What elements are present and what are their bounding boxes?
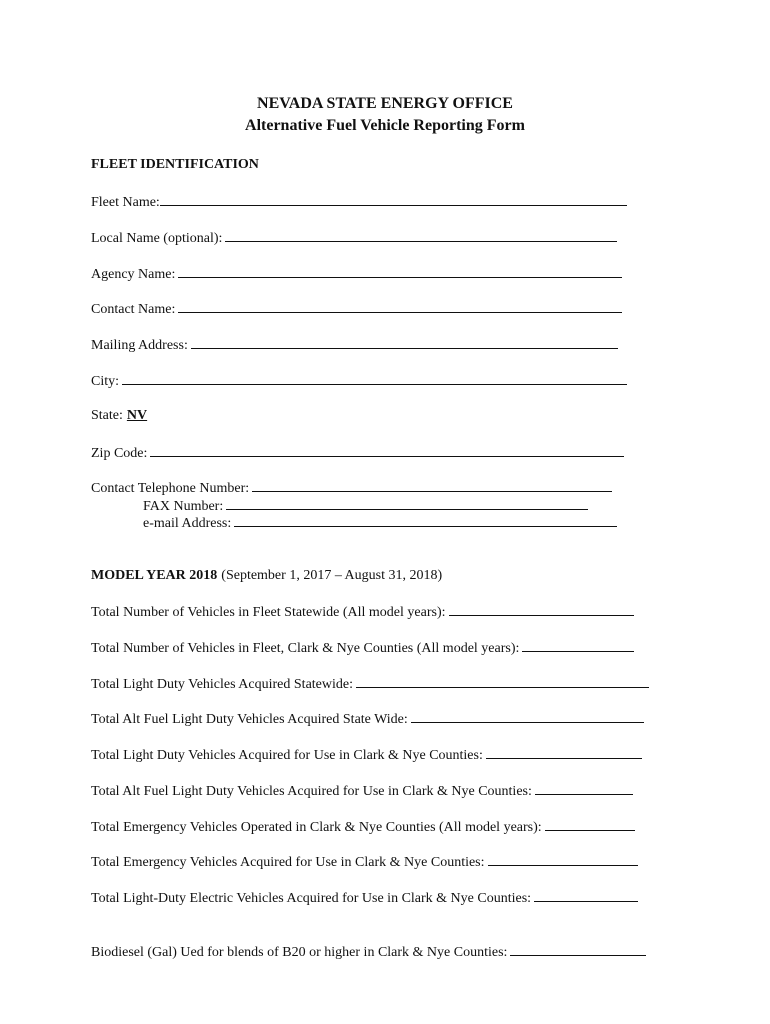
q1-label: Total Number of Vehicles in Fleet Statewide (All model years): <box>91 605 446 620</box>
q6-field[interactable] <box>535 782 633 795</box>
q8-label: Total Emergency Vehicles Acquired for Use in Clark & Nye Counties: <box>91 855 485 870</box>
fleet-identification-heading: FLEET IDENTIFICATION <box>91 157 259 172</box>
email-row <box>143 514 617 532</box>
model-year-period: (September 1, 2017 – August 31, 2018) <box>221 568 443 583</box>
q9-row <box>91 889 638 907</box>
q10-label: Biodiesel (Gal) Ued for blends of B20 or higher in Clark & Nye Counties: <box>91 945 508 960</box>
telephone-label: Contact Telephone Number: <box>91 481 250 496</box>
email-field[interactable] <box>234 514 617 527</box>
q10-row <box>91 943 646 961</box>
mailing-address-label: Mailing Address: <box>91 338 188 353</box>
agency-name-label: Agency Name: <box>91 267 176 282</box>
q6-label: Total Alt Fuel Light Duty Vehicles Acquired for Use in Clark & Nye Counties: <box>91 784 532 799</box>
q9-field[interactable] <box>534 889 638 902</box>
fleet-name-row <box>91 193 627 211</box>
q7-row <box>91 818 635 836</box>
fleet-name-field[interactable] <box>160 193 627 206</box>
state-label: State: <box>91 408 123 423</box>
q5-label: Total Light Duty Vehicles Acquired for Use in Clark & Nye Counties: <box>91 748 483 763</box>
q2-row <box>91 639 634 657</box>
local-name-label: Local Name (optional): <box>91 231 223 246</box>
contact-name-label: Contact Name: <box>91 302 176 317</box>
q1-row <box>91 603 634 621</box>
telephone-field[interactable] <box>252 479 612 492</box>
city-field[interactable] <box>122 372 627 385</box>
fax-field[interactable] <box>226 497 588 510</box>
q1-field[interactable] <box>449 603 634 616</box>
q8-row <box>91 853 638 871</box>
q6-row <box>91 782 633 800</box>
local-name-field[interactable] <box>225 229 617 242</box>
q4-row <box>91 710 644 728</box>
city-row <box>91 372 627 390</box>
mailing-address-field[interactable] <box>191 336 618 349</box>
q7-label: Total Emergency Vehicles Operated in Clark & Nye Counties (All model years): <box>91 820 542 835</box>
local-name-row <box>91 229 617 247</box>
q3-field[interactable] <box>356 675 649 688</box>
fax-row <box>143 497 588 515</box>
fleet-name-label: Fleet Name: <box>91 195 160 210</box>
agency-name-row <box>91 265 622 283</box>
mailing-address-row <box>91 336 618 354</box>
state-row <box>91 408 147 424</box>
form-title: Alternative Fuel Vehicle Reporting Form <box>245 117 525 134</box>
email-label: e-mail Address: <box>143 516 232 531</box>
q2-label: Total Number of Vehicles in Fleet, Clark & Nye Counties (All model years): <box>91 641 520 656</box>
state-value: NV <box>126 408 148 423</box>
office-title: NEVADA STATE ENERGY OFFICE <box>257 95 513 112</box>
city-label: City: <box>91 374 120 389</box>
q8-field[interactable] <box>488 853 638 866</box>
q5-field[interactable] <box>486 746 642 759</box>
q3-label: Total Light Duty Vehicles Acquired Statewide: <box>91 677 353 692</box>
zip-code-field[interactable] <box>150 444 624 457</box>
model-year-row <box>91 568 442 584</box>
q9-label: Total Light-Duty Electric Vehicles Acquired for Use in Clark & Nye Counties: <box>91 891 532 906</box>
q3-row <box>91 675 649 693</box>
fax-label: FAX Number: <box>143 499 224 514</box>
q2-field[interactable] <box>522 639 634 652</box>
q5-row <box>91 746 642 764</box>
contact-name-row <box>91 300 622 318</box>
agency-name-field[interactable] <box>178 265 622 278</box>
zip-code-label: Zip Code: <box>91 446 148 461</box>
q7-field[interactable] <box>545 818 635 831</box>
q4-field[interactable] <box>411 710 644 723</box>
zip-code-row <box>91 444 624 462</box>
contact-name-field[interactable] <box>178 300 622 313</box>
telephone-row <box>91 479 612 497</box>
q10-field[interactable] <box>510 943 646 956</box>
q4-label: Total Alt Fuel Light Duty Vehicles Acquired State Wide: <box>91 712 408 727</box>
model-year-heading: MODEL YEAR 2018 <box>91 568 218 583</box>
